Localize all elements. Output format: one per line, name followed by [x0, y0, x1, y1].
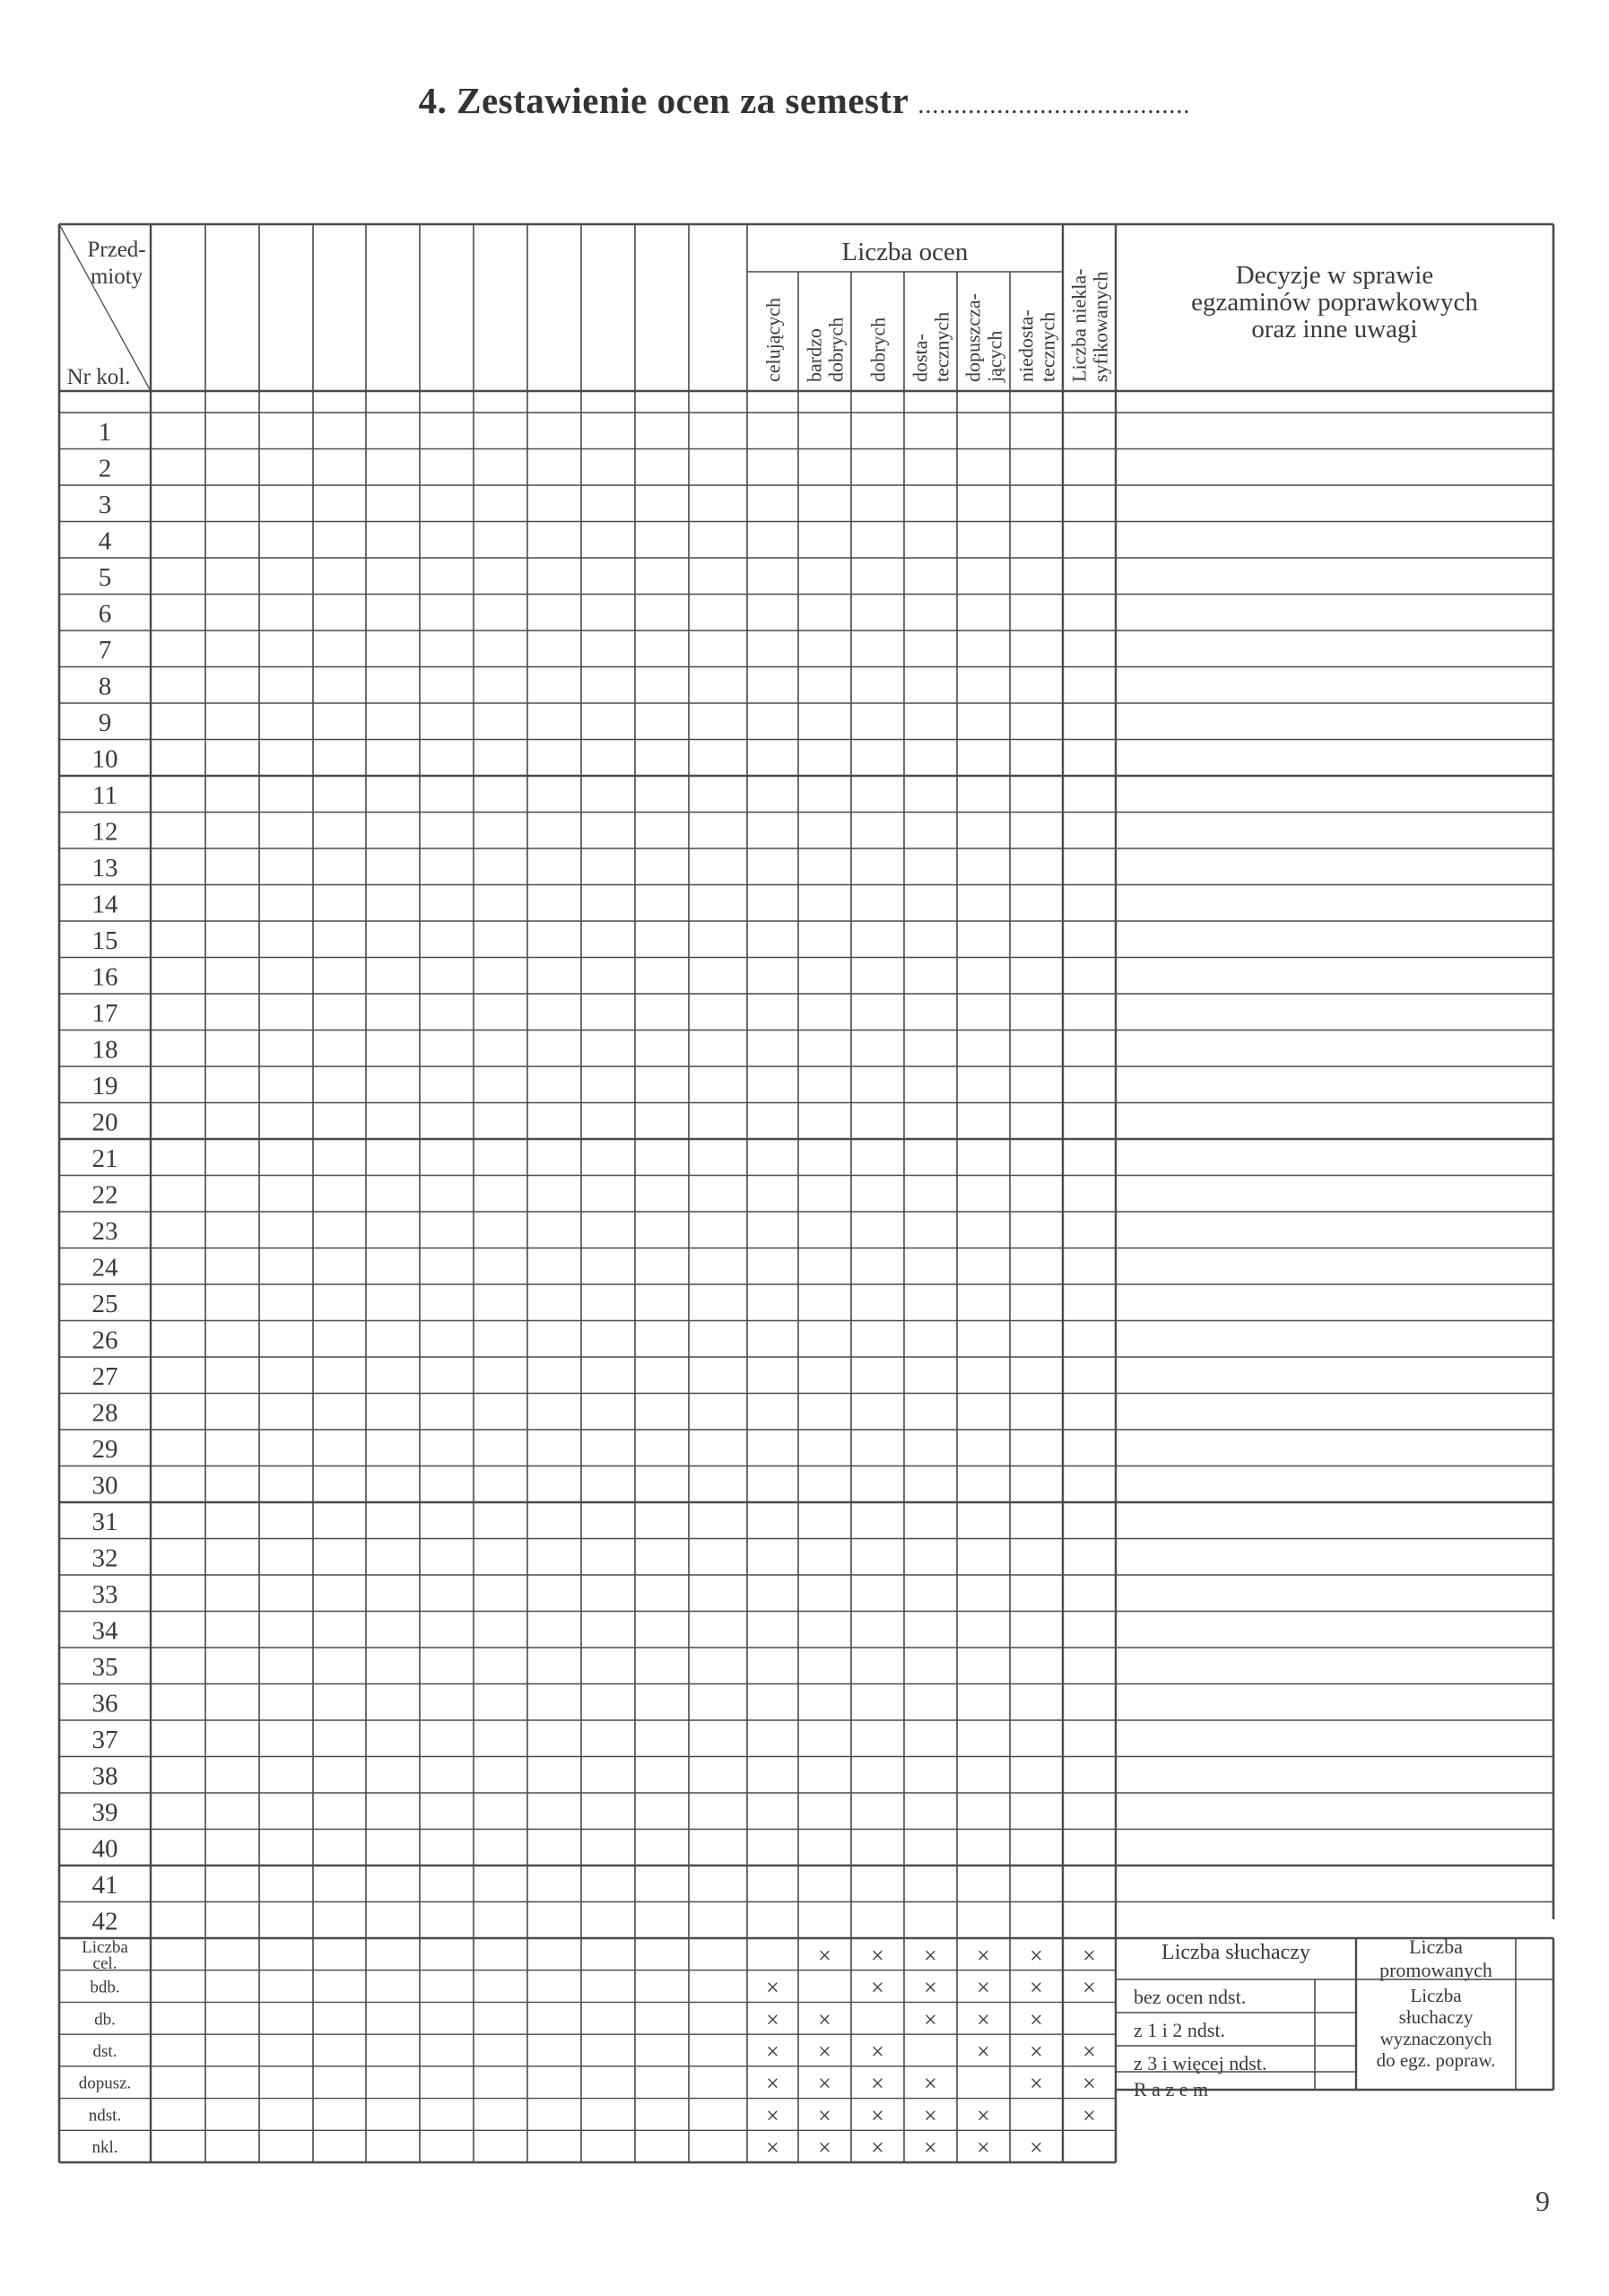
summary-row-label: nkl.: [91, 2138, 118, 2158]
cross-mark: ×: [766, 2135, 779, 2161]
cross-mark: ×: [818, 1942, 831, 1969]
row-number: 39: [91, 1798, 118, 1827]
cross-mark: ×: [977, 2039, 990, 2065]
row-number: 23: [91, 1217, 118, 1246]
remarks-header-text: oraz inne uwagi: [1251, 315, 1418, 344]
cross-mark: ×: [1030, 2039, 1043, 2065]
row-number: 3: [98, 491, 112, 519]
cross-mark: ×: [1030, 2006, 1043, 2033]
row-number: 10: [91, 744, 118, 774]
cross-mark: ×: [924, 2102, 937, 2129]
row-number: 41: [91, 1871, 118, 1900]
cross-mark: ×: [766, 2006, 779, 2033]
cross-mark: ×: [766, 2102, 779, 2129]
remarks-header-text: egzaminów poprawkowych: [1191, 288, 1478, 317]
cross-mark: ×: [977, 1974, 990, 2001]
cross-mark: ×: [766, 1974, 779, 2001]
students-row-label: bez ocen ndst.: [1134, 1986, 1247, 2008]
cross-mark: ×: [766, 2070, 779, 2097]
grade-header-text: celujących: [761, 297, 785, 382]
row-number: 16: [91, 962, 118, 992]
row-number: 11: [92, 781, 117, 810]
cross-mark: ×: [871, 2135, 884, 2161]
title-dotted-line: ......................................: [918, 91, 1191, 119]
row-number: 32: [91, 1544, 118, 1573]
row-number: 6: [98, 599, 112, 629]
row-number: 7: [98, 636, 112, 665]
cross-mark: ×: [871, 2070, 884, 2097]
cross-mark: ×: [1083, 1942, 1096, 1969]
cross-mark: ×: [818, 2039, 831, 2065]
corner-label-subjects: mioty: [90, 265, 144, 289]
row-number: 20: [91, 1108, 118, 1137]
row-number: 34: [91, 1616, 118, 1646]
row-number: 18: [91, 1035, 118, 1065]
row-number: 40: [91, 1834, 118, 1864]
retake-label: Liczba: [1410, 1985, 1462, 2006]
summary-row-label: dst.: [92, 2042, 117, 2061]
row-number: 1: [98, 418, 112, 447]
row-number: 42: [91, 1907, 118, 1936]
cross-mark: ×: [977, 1942, 990, 1969]
cross-mark: ×: [924, 2006, 937, 2033]
summary-row-label: bdb.: [90, 1978, 120, 1997]
grade-header-text: dosta-: [909, 334, 932, 382]
students-row-label: z 1 i 2 ndst.: [1134, 2019, 1226, 2041]
grade-header-text: dobrych: [866, 317, 890, 382]
row-number: 28: [91, 1398, 118, 1428]
row-number: 8: [98, 672, 112, 701]
summary-row-label: cel.: [92, 1953, 117, 1973]
cross-mark: ×: [818, 2135, 831, 2161]
unclassified-header-text: syfikowanych: [1089, 271, 1112, 382]
cross-mark: ×: [818, 2006, 831, 2033]
cross-mark: ×: [977, 2006, 990, 2033]
row-number: 29: [91, 1435, 118, 1464]
cross-mark: ×: [977, 2135, 990, 2161]
grade-header-text: jących: [983, 330, 1006, 382]
promoted-label: Liczba: [1409, 1935, 1463, 1958]
cross-mark: ×: [1030, 2135, 1043, 2161]
row-number: 13: [91, 854, 118, 883]
cross-mark: ×: [1083, 2039, 1096, 2065]
row-number: 2: [98, 454, 112, 483]
row-number: 36: [91, 1689, 118, 1718]
row-number: 27: [91, 1362, 118, 1391]
title-text: 4. Zestawienie ocen za semestr: [418, 80, 909, 121]
row-number: 35: [91, 1653, 118, 1682]
row-number: 22: [91, 1180, 118, 1210]
row-number: 30: [91, 1471, 118, 1500]
cross-mark: ×: [871, 1942, 884, 1969]
retake-label: słuchaczy: [1398, 2006, 1474, 2028]
cross-mark: ×: [1083, 1974, 1096, 2001]
remarks-header-text: Decyzje w sprawie: [1235, 261, 1434, 290]
cross-mark: ×: [977, 2102, 990, 2129]
row-number: 15: [91, 926, 118, 955]
retake-label: do egz. popraw.: [1376, 2049, 1496, 2071]
cross-mark: ×: [871, 1974, 884, 2001]
cross-mark: ×: [871, 2102, 884, 2129]
row-number: 17: [91, 999, 118, 1028]
row-number: 25: [91, 1290, 118, 1318]
cross-mark: ×: [766, 2039, 779, 2065]
row-number: 14: [91, 890, 118, 919]
grades-header-label: Liczba ocen: [841, 238, 969, 266]
cross-mark: ×: [1030, 2070, 1043, 2097]
summary-row-label: ndst.: [88, 2106, 122, 2126]
row-number: 31: [91, 1508, 118, 1536]
students-header: Liczba słuchaczy: [1161, 1941, 1310, 1964]
cross-mark: ×: [1030, 1974, 1043, 2001]
cross-mark: ×: [924, 1974, 937, 2001]
cross-mark: ×: [871, 2039, 884, 2065]
grade-header-text: dopuszcza-: [961, 293, 985, 382]
students-row-label: R a z e m: [1134, 2078, 1209, 2100]
cross-mark: ×: [924, 2135, 937, 2161]
cross-mark: ×: [818, 2070, 831, 2097]
row-number: 12: [91, 817, 118, 847]
page-number: 9: [1535, 2185, 1550, 2217]
cross-mark: ×: [924, 2070, 937, 2097]
grade-header-text: tecznych: [930, 311, 953, 382]
promoted-label: promowanych: [1379, 1959, 1492, 1981]
cross-mark: ×: [924, 1942, 937, 1969]
retake-label: wyznaczonych: [1379, 2028, 1492, 2049]
row-number: 37: [91, 1726, 118, 1754]
corner-label-subjects: Przed-: [87, 238, 146, 262]
row-number: 4: [98, 526, 112, 556]
row-number: 5: [98, 563, 112, 592]
row-number: 38: [91, 1761, 118, 1791]
grade-header-text: dobrych: [824, 317, 848, 382]
row-number: 24: [91, 1253, 118, 1283]
cross-mark: ×: [1030, 1942, 1043, 1969]
row-number: 9: [98, 709, 112, 737]
row-number: 33: [91, 1580, 118, 1609]
corner-label-number: Nr kol.: [66, 365, 131, 389]
row-number: 26: [91, 1326, 118, 1355]
cross-mark: ×: [1083, 2102, 1096, 2129]
summary-row-label: dopusz.: [78, 2074, 132, 2093]
unclassified-header-text: Liczba niekla-: [1067, 268, 1091, 382]
summary-row-label: db.: [94, 2010, 116, 2030]
students-row-label: z 3 i więcej ndst.: [1134, 2052, 1267, 2074]
grade-header-text: tecznych: [1036, 311, 1059, 382]
row-number: 19: [91, 1072, 118, 1100]
grade-header-text: bardzo: [803, 328, 826, 382]
cross-mark: ×: [1083, 2070, 1096, 2097]
summary-row-label: Liczba: [82, 1937, 128, 1957]
grade-header-text: niedosta-: [1014, 309, 1038, 382]
cross-mark: ×: [818, 2102, 831, 2129]
row-number: 21: [91, 1144, 118, 1173]
